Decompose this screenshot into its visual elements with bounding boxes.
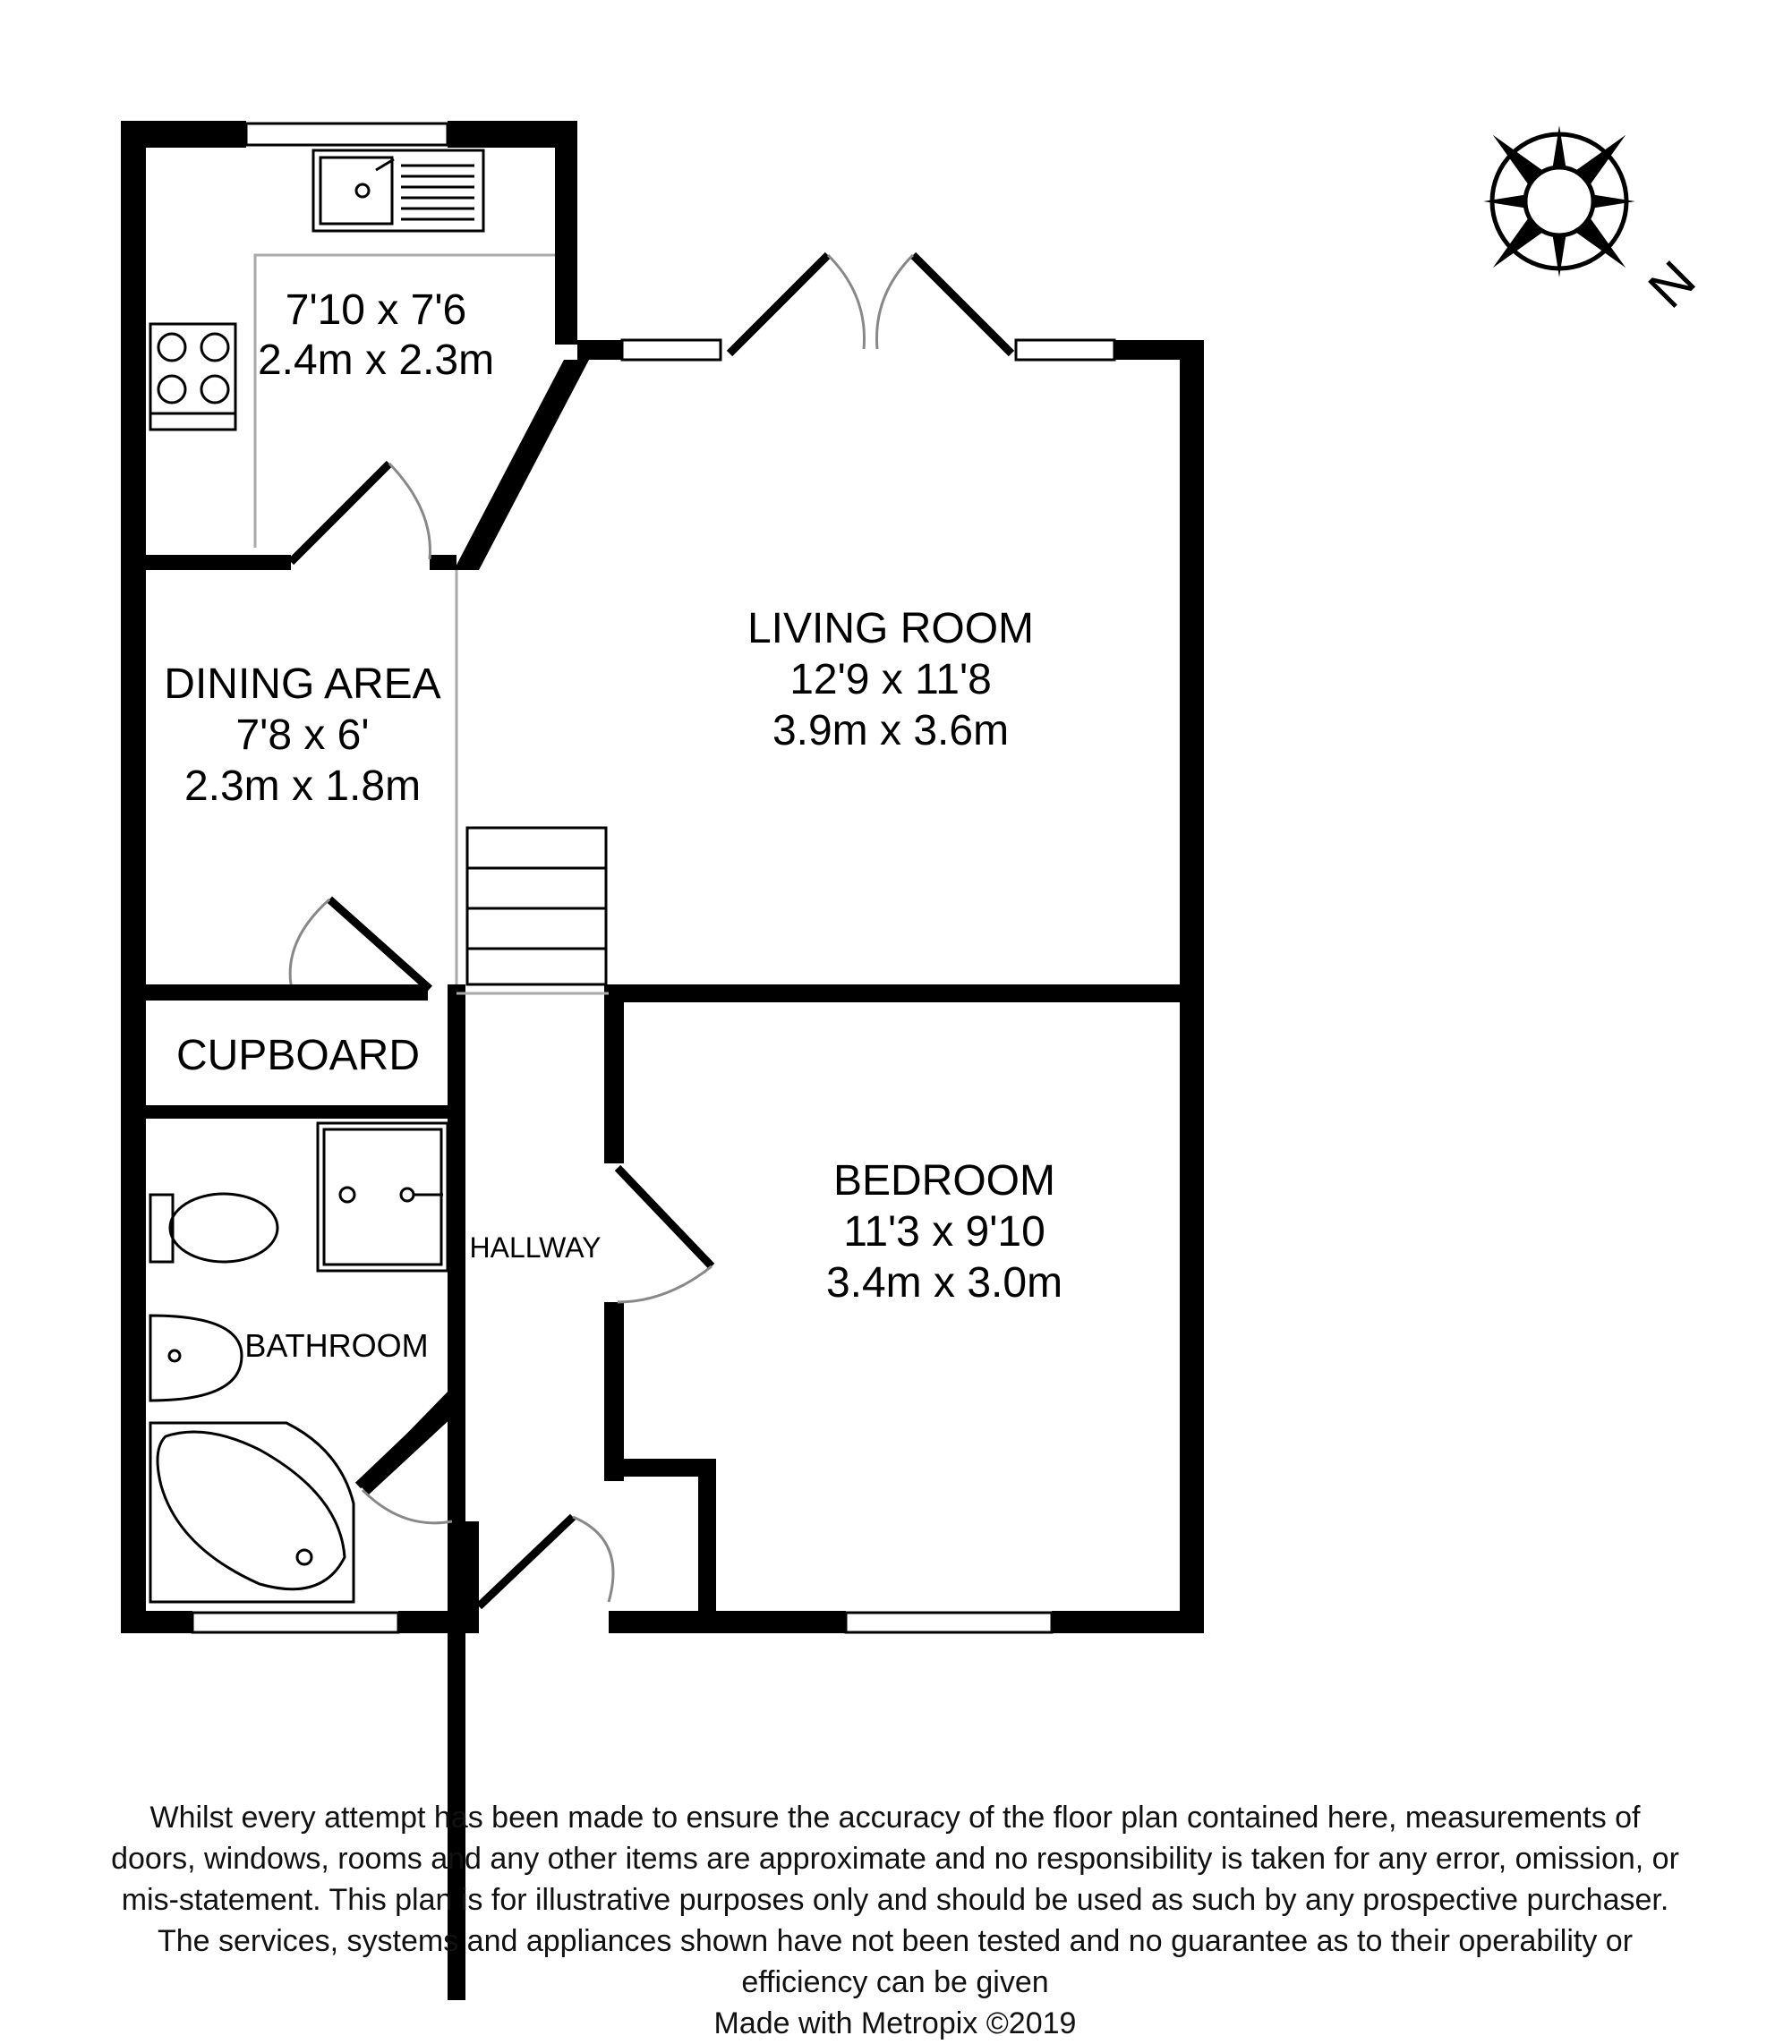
dining-area-name: DINING AREA <box>164 660 441 708</box>
bedroom-dim-metric: 3.4m x 3.0m <box>825 1259 1063 1307</box>
dining-area-dim-imperial: 7'8 x 6' <box>235 711 370 759</box>
kitchen-dim-metric: 2.4m x 2.3m <box>257 336 495 384</box>
cupboard-name: CUPBOARD <box>175 1032 421 1079</box>
hob-icon <box>150 324 235 430</box>
stairs <box>467 828 606 984</box>
bedroom-name: BEDROOM <box>832 1157 1056 1205</box>
living-room-dim-metric: 3.9m x 3.6m <box>772 707 1010 754</box>
kitchen-sink-icon <box>313 150 483 231</box>
bedroom-dim-imperial: 11'3 x 9'10 <box>843 1208 1045 1256</box>
doors <box>291 255 1011 1606</box>
kitchen-dim-imperial: 7'10 x 7'6 <box>285 286 467 334</box>
bath-icon <box>150 1423 354 1602</box>
living-room-name: LIVING ROOM <box>747 605 1035 652</box>
door-arcs <box>290 255 913 1602</box>
dining-area-dim-metric: 2.3m x 1.8m <box>183 762 422 810</box>
bathroom-name: BATHROOM <box>244 1327 429 1364</box>
footer <box>107 1797 1683 2044</box>
compass-north-label: N <box>1636 249 1707 319</box>
disclaimer-text: Whilst every attempt has been made to ensure the accuracy of the floor plan contained here, measurements of doors, windows, rooms and any other items are approximate and no responsibility is taken for any error, omission, or mis-statement. This plan is for illustrative purposes only and should be used as such by any prospective purchaser. The services, systems and appliances shown have not been tested and no guarantee as to their operability or efficiency can be given <box>111 1801 1679 1999</box>
toilet-icon <box>150 1194 277 1262</box>
living-room-dim-imperial: 12'9 x 11'8 <box>789 656 992 703</box>
compass-rose-icon <box>1427 69 1693 335</box>
hallway-name: HALLWAY <box>469 1231 602 1264</box>
shower-icon <box>318 1123 448 1271</box>
credit-text: Made with Metropix ©2019 <box>713 2006 1077 2040</box>
basin-icon <box>150 1316 242 1401</box>
